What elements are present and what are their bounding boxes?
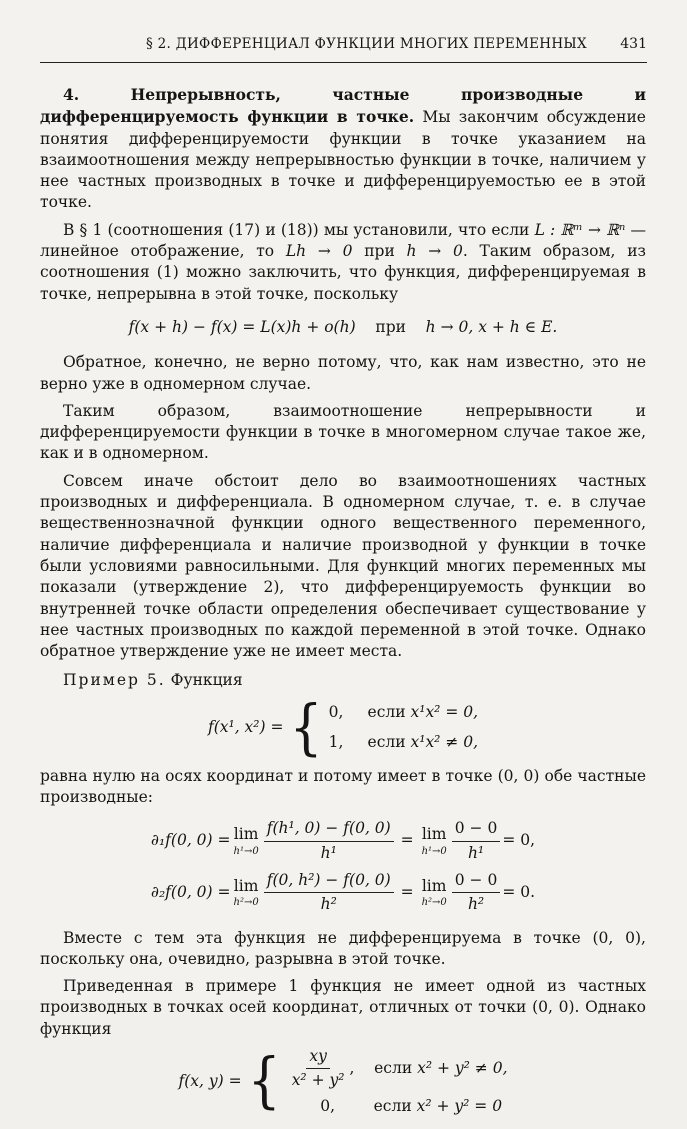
equation-partial-2: ∂₂f(0, 0) = lim h²→0 $\frac{\text{f(0, h²) − f(0, 0)}}{\text{h²}}$ = lim h²→0 $\frac{0 - 0}{\text{h²}}$ = 0. [40, 870, 646, 916]
equation-tail: = 0, [502, 831, 536, 850]
limit-word: lim [421, 877, 447, 896]
limit-sub: h¹→0 [233, 845, 259, 857]
section-title: § 2. ДИФФЕРЕНЦИАЛ ФУНКЦИИ МНОГИХ ПЕРЕМЕННЫХ [146, 36, 587, 52]
limit [422, 876, 447, 909]
case-condition: x² + y² ≠ 0, [417, 1058, 508, 1077]
equation-right: h → 0, x + h ∈ E. [425, 317, 558, 336]
example-label: Пример 5. [63, 671, 166, 690]
paragraph-text: Мы закончим обсуждение понятия дифференцируемости функции в точке указанием на взаимоотношения между непрерывностью функции в точке, наличием у нее частных производных в точке и дифференцируемостью ее в этой точке. [40, 108, 646, 212]
piecewise-left: f(x, y) = [178, 1071, 242, 1090]
numerator: 0 − 0 [452, 870, 501, 893]
numerator: 0 − 0 [452, 818, 501, 841]
case-value: 0, [328, 703, 344, 722]
denominator: h¹ [320, 843, 337, 862]
limit [234, 824, 259, 857]
paragraph-heading [40, 84, 646, 214]
numerator: f(h¹, 0) − f(0, 0) [264, 818, 394, 841]
paragraph-example-1: Приведенная в примере 1 функция не имеет одной из частных производных в точках осей координат, отличных от точки (0, 0). Однако функция [40, 977, 646, 1038]
case-value: 1, [328, 732, 344, 751]
equation-partial-1: ∂₁f(0, 0) = lim h¹→0 $\frac{\text{f(h¹, 0) − f(0, 0)}}{\text{h¹}}$ = lim h¹→0 $\frac{0 - 0}{\text{h¹}}$ = 0, [40, 818, 646, 864]
denominator: h¹ [467, 843, 485, 862]
paragraph-relation: Таким образом, взаимоотношение непрерывности и дифференцируемости функции в точке в многомерном случае такое же, как и в одномерном. [40, 401, 646, 463]
text-fragment: В § 1 (соотношения (17) и (18)) мы установили, что если [63, 220, 530, 239]
limit-sub: h²→0 [421, 897, 447, 909]
text-fragment: . Таким образом, из соотношения (1) можно заключить, что функция, дифференцируемая в точке, непрерывна в этой точке, поскольку [40, 242, 646, 303]
inline-formula: L : ℝᵐ → ℝⁿ [534, 220, 626, 239]
subsection-heading: 4. Непрерывность, частные производные и дифференцируемость функции в точке. [40, 85, 646, 127]
paragraph-partials: Совсем иначе обстоит дело во взаимоотношениях частных производных и дифференциала. В одномерном случае, т. е. в случае вещественнозначной функции одного вещественного переменного, наличие дифференциала и наличие производной у функции в точке были условиями равносильными. Для функций многих переменных мы показали (утверждение 2), что дифференцируемость функции во внутренней точке области определения обеспечивает существование у нее частных производных по каждой переменной в этой точке. Однако обратное утверждение уже не имеет места. [40, 471, 646, 661]
case-condition: x¹x² ≠ 0, [410, 732, 479, 751]
case-if: если [373, 1096, 412, 1115]
equation-left: f(x + h) − f(x) = L(x)h + o(h) [128, 317, 356, 336]
paragraph-not-differentiable: Вместе с тем эта функция не дифференцируема в точке (0, 0), поскольку она, очевидно, разрывна в этой точке. [40, 928, 646, 968]
limit [234, 876, 259, 909]
case-if: если [367, 732, 406, 751]
case-if: если [367, 703, 406, 722]
numerator: xy [306, 1046, 330, 1069]
running-header [40, 36, 647, 58]
numerator: f(0, h²) − f(0, 0) [264, 870, 394, 893]
paragraph-zero-axes: равна нулю на осях координат и потому имеет в точке (0, 0) обе частные производные: [40, 766, 646, 807]
header-rule [40, 62, 647, 63]
case-row [329, 732, 478, 753]
brace-icon: { [289, 693, 323, 763]
inline-formula: h → 0 [406, 242, 463, 261]
derivative-left: ∂₁f(0, 0) = [150, 831, 231, 850]
case-if: если [374, 1058, 413, 1077]
case-row [287, 1096, 508, 1117]
piecewise-function-1 [40, 693, 646, 763]
equation-differential [40, 317, 646, 338]
case-condition: x² + y² = 0 [416, 1096, 503, 1115]
denominator: h² [467, 895, 485, 914]
equation-tail: = 0. [502, 883, 536, 902]
paragraph-continuity [40, 220, 646, 305]
denominator: x² + y² [291, 1071, 345, 1090]
piecewise-function-2 [40, 1046, 646, 1117]
derivative-left: ∂₂f(0, 0) = [150, 883, 231, 902]
equation-word: при [375, 317, 406, 336]
limit-word: lim [421, 825, 447, 844]
fraction [452, 818, 501, 864]
fraction [452, 870, 501, 916]
case-condition: x¹x² = 0, [410, 703, 479, 722]
case-row [287, 1046, 508, 1092]
brace-icon: { [247, 1046, 281, 1116]
page-number: 431 [620, 36, 647, 52]
page-body [40, 84, 646, 1129]
limit-sub: h¹→0 [421, 845, 447, 857]
limit [422, 824, 447, 857]
text-fragment: при [364, 242, 395, 261]
limit-word: lim [233, 825, 259, 844]
case-value: 0, [320, 1096, 336, 1115]
fraction [289, 1046, 348, 1092]
fraction [264, 870, 394, 916]
limit-word: lim [233, 877, 259, 896]
inline-formula: Lh → 0 [285, 242, 353, 261]
comma: , [349, 1058, 355, 1077]
case-row [329, 702, 478, 723]
piecewise-left: f(x¹, x²) = [207, 718, 284, 737]
text-fragment: — линейное отображение, то [40, 220, 646, 261]
example-word: Функция [170, 671, 243, 690]
example-intro [40, 670, 646, 691]
fraction [264, 818, 394, 864]
limit-sub: h²→0 [233, 897, 259, 909]
denominator: h² [320, 895, 337, 914]
paragraph-converse: Обратное, конечно, не верно потому, что, как нам известно, это не верно уже в одномерном случае. [40, 353, 646, 393]
